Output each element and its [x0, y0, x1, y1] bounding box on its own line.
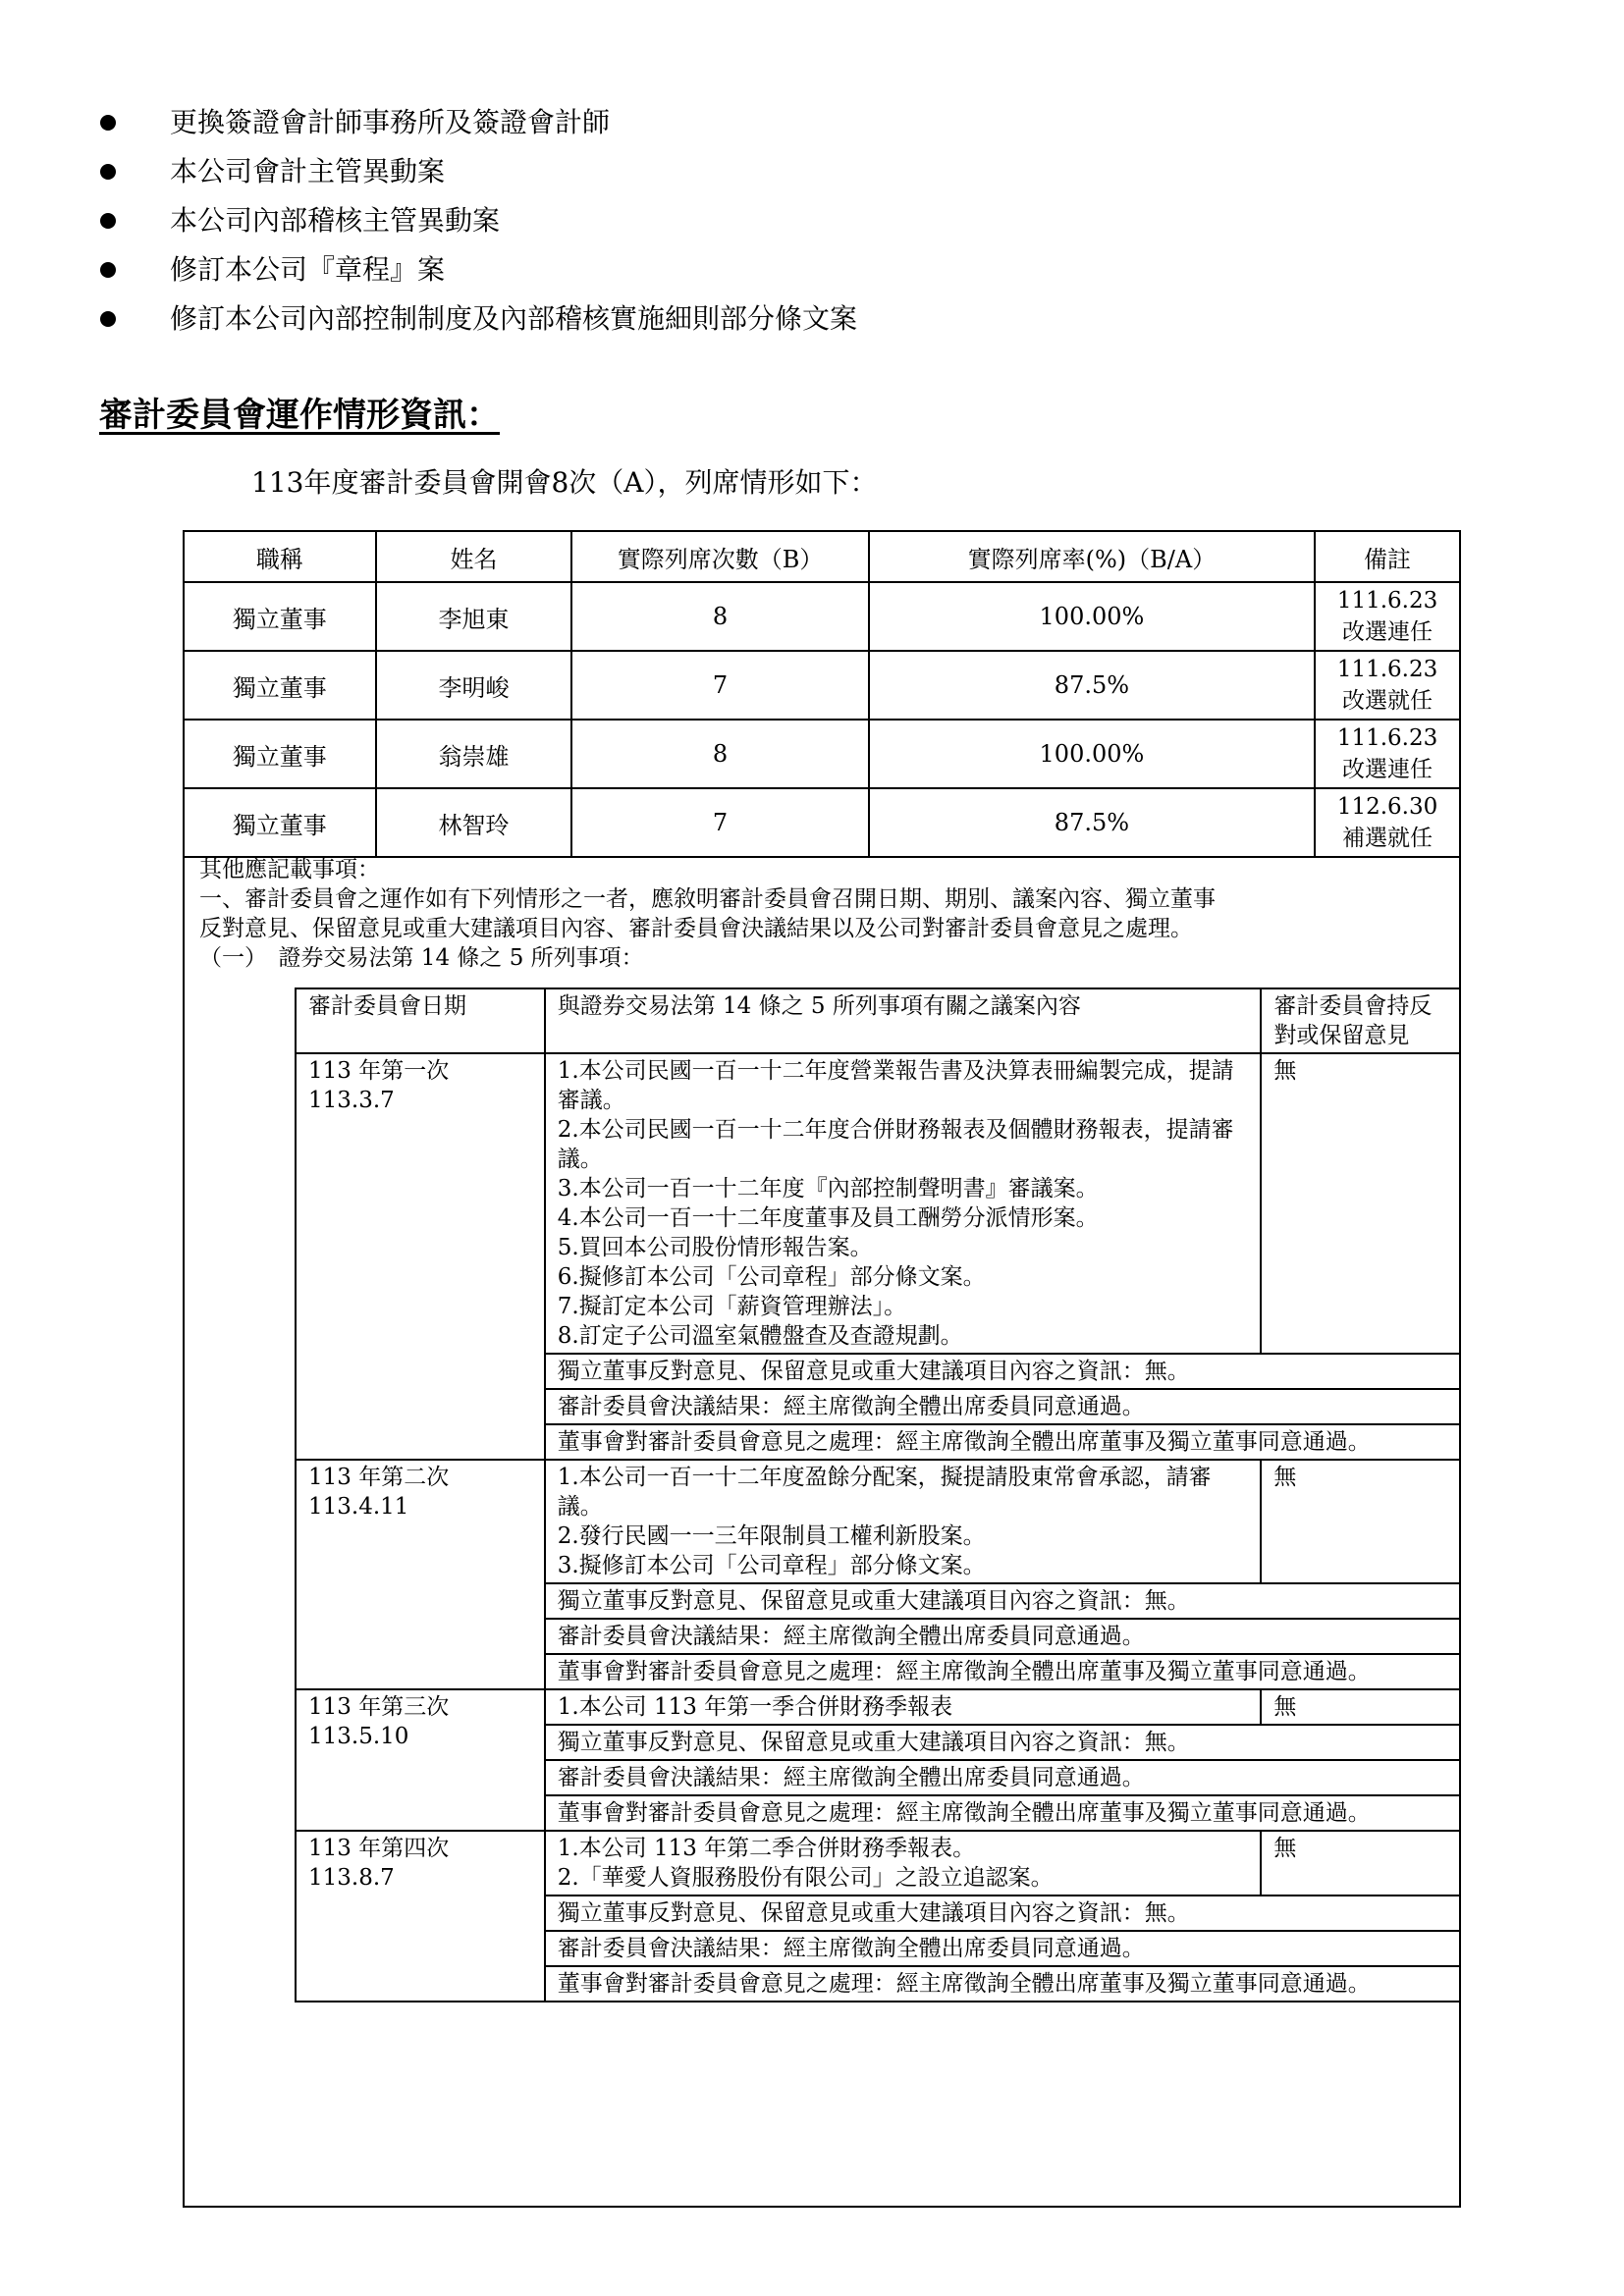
bullet-text: 修訂本公司內部控制制度及內部稽核實施細則部分條文案	[170, 302, 858, 335]
meeting-name: 113 年第一次	[308, 1058, 450, 1084]
table-row	[184, 788, 1460, 857]
board-handling: 董事會對審計委員會意見之處理：經主席徵詢全體出席董事及獨立董事同意通過。	[545, 1795, 1460, 1831]
meeting-row	[296, 1460, 1460, 1583]
other-line-3: （一） 證券交易法第 14 條之 5 所列事項：	[199, 945, 644, 971]
board-handling: 董事會對審計委員會意見之處理：經主席徵詢全體出席董事及獨立董事同意通過。	[545, 1424, 1460, 1460]
meeting-row	[296, 1053, 1460, 1354]
header-opinion: 審計委員會持反對或保留意見	[1261, 988, 1460, 1053]
other-line-1: 一、審計委員會之運作如有下列情形之一者，應敘明審計委員會召開日期、期別、議案內容、獨立董事	[199, 886, 1216, 912]
other-heading: 其他應記載事項：	[199, 857, 380, 882]
cell-rate: 87.5%	[869, 788, 1315, 857]
meeting-opinion: 無	[1261, 1831, 1460, 1896]
bullet-icon	[100, 262, 116, 278]
meeting-date-cell	[296, 1689, 545, 1831]
note-date: 112.6.30	[1336, 794, 1438, 820]
meeting-row	[296, 1689, 1460, 1725]
committee-resolution: 審計委員會決議結果：經主席徵詢全體出席委員同意通過。	[545, 1931, 1460, 1966]
meeting-date: 113.4.11	[308, 1494, 409, 1520]
cell-title: 獨立董事	[184, 582, 376, 651]
list-item: 3.擬修訂本公司「公司章程」部分條文案。	[557, 1553, 986, 1578]
header-rate: 實際列席率(%)（B/A）	[869, 531, 1315, 582]
bullet-text: 修訂本公司『章程』案	[170, 253, 446, 286]
note-status: 改選連任	[1342, 619, 1434, 645]
independent-opinion: 獨立董事反對意見、保留意見或重大建議項目內容之資訊：無。	[545, 1583, 1460, 1619]
table-row	[184, 582, 1460, 651]
bullet-text: 本公司內部稽核主管異動案	[170, 204, 501, 237]
list-item: 3.本公司一百一十二年度『內部控制聲明書』審議案。	[557, 1176, 1099, 1201]
meeting-items	[545, 1460, 1262, 1583]
list-item: 6.擬修訂本公司「公司章程」部分條文案。	[557, 1264, 986, 1290]
meeting-items	[545, 1689, 1262, 1725]
bullet-item	[98, 147, 857, 196]
list-item: 8.訂定子公司溫室氣體盤查及查證規劃。	[557, 1323, 963, 1349]
note-date: 111.6.23	[1336, 725, 1438, 751]
meetings-table	[295, 988, 1461, 2002]
meetings-header-row	[296, 988, 1460, 1053]
other-line-2: 反對意見、保留意見或重大建議項目內容、審計委員會決議結果以及公司對審計委員會意見之處理。	[199, 916, 1193, 941]
cell-rate: 100.00%	[869, 582, 1315, 651]
cell-name: 翁崇雄	[376, 720, 572, 788]
table-row	[184, 720, 1460, 788]
list-item: 1.本公司 113 年第二季合併財務季報表。	[557, 1836, 976, 1861]
meeting-opinion: 無	[1261, 1689, 1460, 1725]
cell-count: 7	[571, 788, 869, 857]
bullet-list	[98, 98, 857, 344]
list-item: 5.買回本公司股份情形報告案。	[557, 1235, 873, 1260]
meeting-name: 113 年第四次	[308, 1836, 450, 1861]
cell-name: 林智玲	[376, 788, 572, 857]
header-note: 備註	[1315, 531, 1460, 582]
cell-count: 7	[571, 651, 869, 720]
table-row	[184, 651, 1460, 720]
meeting-opinion: 無	[1261, 1053, 1460, 1354]
cell-count: 8	[571, 720, 869, 788]
cell-name: 李旭東	[376, 582, 572, 651]
cell-title: 獨立董事	[184, 788, 376, 857]
attendance-table	[183, 530, 1461, 858]
bullet-item	[98, 98, 857, 147]
meeting-name: 113 年第二次	[308, 1465, 450, 1490]
board-handling: 董事會對審計委員會意見之處理：經主席徵詢全體出席董事及獨立董事同意通過。	[545, 1966, 1460, 2002]
bullet-item	[98, 294, 857, 344]
board-handling: 董事會對審計委員會意見之處理：經主席徵詢全體出席董事及獨立董事同意通過。	[545, 1654, 1460, 1689]
attendance-header-row	[184, 531, 1460, 582]
bullet-icon	[100, 311, 116, 327]
meeting-date: 113.8.7	[308, 1865, 395, 1891]
bullet-icon	[100, 213, 116, 229]
section-title: 審計委員會運作情形資訊：	[99, 396, 500, 435]
header-content: 與證券交易法第 14 條之 5 所列事項有關之議案內容	[545, 988, 1262, 1053]
meeting-opinion: 無	[1261, 1460, 1460, 1583]
bullet-item	[98, 196, 857, 245]
header-name: 姓名	[376, 531, 572, 582]
meeting-items	[545, 1831, 1262, 1896]
list-item: 2.「華愛人資服務股份有限公司」之設立追認案。	[557, 1865, 1054, 1891]
cell-note	[1315, 788, 1460, 857]
meeting-items	[545, 1053, 1262, 1354]
bullet-icon	[100, 164, 116, 180]
independent-opinion: 獨立董事反對意見、保留意見或重大建議項目內容之資訊：無。	[545, 1354, 1460, 1389]
meeting-date-cell	[296, 1460, 545, 1689]
header-date: 審計委員會日期	[296, 988, 545, 1053]
meeting-name: 113 年第三次	[308, 1694, 450, 1720]
list-item: 1.本公司 113 年第一季合併財務季報表	[557, 1694, 953, 1720]
list-item: 7.擬訂定本公司「薪資管理辦法」。	[557, 1294, 907, 1319]
note-status: 改選連任	[1342, 757, 1434, 782]
cell-title: 獨立董事	[184, 720, 376, 788]
meeting-date-cell	[296, 1053, 545, 1460]
cell-title: 獨立董事	[184, 651, 376, 720]
list-item: 1.本公司一百一十二年度盈餘分配案，擬提請股東常會承認，請審議。	[557, 1465, 1212, 1520]
cell-note	[1315, 720, 1460, 788]
cell-rate: 100.00%	[869, 720, 1315, 788]
independent-opinion: 獨立董事反對意見、保留意見或重大建議項目內容之資訊：無。	[545, 1896, 1460, 1931]
header-count: 實際列席次數（B）	[571, 531, 869, 582]
note-status: 補選就任	[1342, 826, 1434, 851]
committee-resolution: 審計委員會決議結果：經主席徵詢全體出席委員同意通過。	[545, 1760, 1460, 1795]
meeting-date: 113.5.10	[308, 1724, 409, 1749]
cell-name: 李明峻	[376, 651, 572, 720]
meeting-row	[296, 1831, 1460, 1896]
meeting-date: 113.3.7	[308, 1088, 395, 1113]
list-item: 2.發行民國一一三年限制員工權利新股案。	[557, 1523, 986, 1549]
cell-note	[1315, 651, 1460, 720]
other-matters	[199, 855, 1216, 973]
cell-note	[1315, 582, 1460, 651]
cell-rate: 87.5%	[869, 651, 1315, 720]
list-item: 1.本公司民國一百一十二年度營業報告書及決算表冊編製完成，提請審議。	[557, 1058, 1234, 1113]
note-date: 111.6.23	[1336, 657, 1438, 682]
list-item: 2.本公司民國一百一十二年度合併財務報表及個體財務報表，提請審議。	[557, 1117, 1234, 1172]
bullet-text: 更換簽證會計師事務所及簽證會計師	[170, 106, 611, 138]
committee-resolution: 審計委員會決議結果：經主席徵詢全體出席委員同意通過。	[545, 1389, 1460, 1424]
committee-resolution: 審計委員會決議結果：經主席徵詢全體出席委員同意通過。	[545, 1619, 1460, 1654]
intro-text: 113年度審計委員會開會8次（A），列席情形如下：	[251, 466, 878, 499]
independent-opinion: 獨立董事反對意見、保留意見或重大建議項目內容之資訊：無。	[545, 1725, 1460, 1760]
meeting-date-cell	[296, 1831, 545, 2002]
header-title: 職稱	[184, 531, 376, 582]
bullet-item	[98, 245, 857, 294]
note-status: 改選就任	[1342, 688, 1434, 714]
list-item: 4.本公司一百一十二年度董事及員工酬勞分派情形案。	[557, 1205, 1099, 1231]
note-date: 111.6.23	[1336, 588, 1438, 614]
cell-count: 8	[571, 582, 869, 651]
bullet-text: 本公司會計主管異動案	[170, 155, 446, 187]
bullet-icon	[100, 115, 116, 131]
